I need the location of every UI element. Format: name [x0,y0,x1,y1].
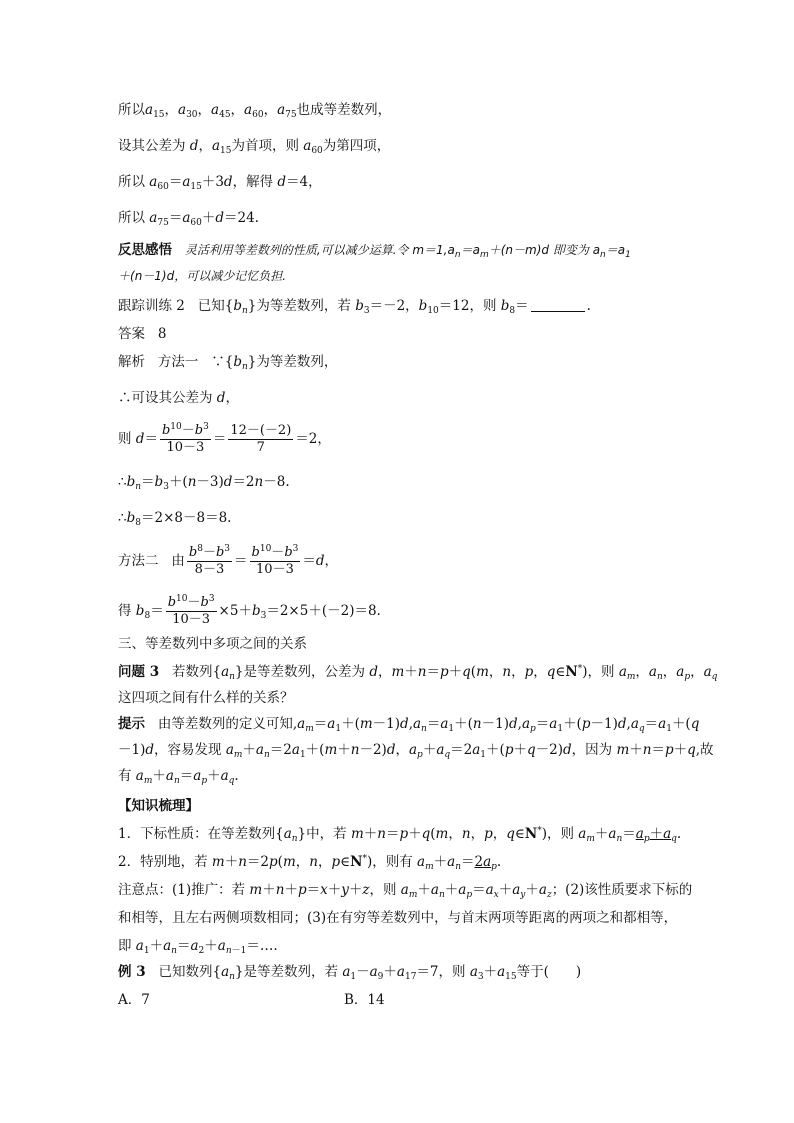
hint-line-2: －1)d，容易发现 $a_m+a_n=2a_1+(m+n-2)d$，$a_p+a_q=2a_1+(p+q-2)d$，因为 m＋n＝p＋q,故 [118,742,714,760]
choice-b[interactable]: B．14 [344,992,385,1008]
answer-label: 答案 [118,326,145,342]
exercise-2: 跟踪训练 2 已知$\{b_n\}$为等差数列，若 $b_3=-2$，$b_{10}=12$，则 $b_8=$ . [118,298,591,316]
question-3-line-1: 问题 3 若数列$\{a_n\}$是等差数列，公差为 d，m＋n＝p＋q(m，n，p，q∈N*)，则 $a_m$，$a_n$，$a_p$，$a_q$ [118,664,718,682]
question-3-line-2: 这四项之间有什么样的关系？ [118,690,294,706]
method2-line-1: 方法二 由 $\frac{b^8-b^3}{8-3}$ ＝ $\frac{b^{10}-b^3}{10-3}$ ＝d， [118,544,339,577]
knowledge-item-1: 1．下标性质：在等差数列$\{a_n\}$中，若 m＋n＝p＋q(m，n，p，q∈N*)，则 $a_m+a_n=a_p+a_q$. [118,826,682,844]
analysis-line-4: $\therefore b_n=b_3+(n-3)d=2n-8$. [118,474,290,492]
answer-line [118,325,166,343]
reflection-line-1: 反思感悟 灵活利用等差数列的性质,可以减少运算.令 $m=1,a_n=a_m+(n-m)d$ 即变为 $a_n=a_1$ [118,242,631,260]
analysis-line-5: $\therefore b_8=2\times 8-8=8$. [118,510,232,528]
solution-line-2: 设其公差为 d，$a_{15}$为首项，则 $a_{60}$为第四项， [118,138,391,156]
answer-value: 8 [157,326,167,342]
note-line-2: 和相等，且左右两侧项数相同；(3)在有穷等差数列中，与首末两项等距离的两项之和都相等， [118,910,678,926]
reflection-label: 反思感悟 [118,242,172,258]
solution-line-4: 所以 $a_{75}=a_{60}+d=24$. [118,210,259,228]
knowledge-item-2: 2．特别地，若 m＋n＝2p(m，n，p∈N*)，则有 $a_m+a_n=2a_p$. [118,854,502,872]
note-line-3: 即 $a_1+a_n=a_2+a_{n-1}=\dots$. [118,938,278,956]
knowledge-heading: 【知识梳理】 [118,798,199,814]
analysis-line-3: 则 d＝ $\frac{b^{10}-b^3}{10-3}$ ＝ $\frac{12-(-2)}{7}$ ＝2， [118,422,331,455]
solution-line-1: 所以$a_{15}$，$a_{30}$，$a_{45}$，$a_{60}$，$a_{75}$也成等差数列， [118,102,392,120]
analysis-line-1: 解析 方法一 $\because\{b_n\}$为等差数列， [118,354,338,372]
method2-line-2: 得 $b_8=$ $\frac{b^{10}-b^3}{10-3}$ $\times 5+b_3=2\times 5+(-2)=8$. [118,594,381,627]
example-3: 例 3 已知数列$\{a_n\}$是等差数列，若 $a_1-a_9+a_{17}=7$，则 $a_3+a_{15}$等于( ) [118,964,582,982]
analysis-line-2: ∴可设其公差为 d， [118,390,239,406]
section-3-heading: 三、等差数列中多项之间的关系 [118,636,307,652]
solution-line-3: 所以 $a_{60}=a_{15}+3d$，解得 d＝4， [118,174,322,192]
hint-line-1: 提示 由等差数列的定义可知$,a_m=a_1+(m-1)d,a_n=a_1+(n-1)d,a_p=a_1+(p-1)d,a_q=a_1+(q$ [118,716,700,734]
answer-blank [531,311,585,312]
choice-a[interactable]: A．7 [118,992,150,1008]
note-line-1: 注意点：(1)推广：若 m＋n＋p＝x＋y＋z，则 $a_m+a_n+a_p=a_x+a_y+a_z$；(2)该性质要求下标的 [118,882,693,900]
reflection-line-2: ＋(n－1)d，可以减少记忆负担. [118,269,287,283]
hint-line-3: 有 $a_m+a_n=a_p+a_q$. [118,768,239,786]
